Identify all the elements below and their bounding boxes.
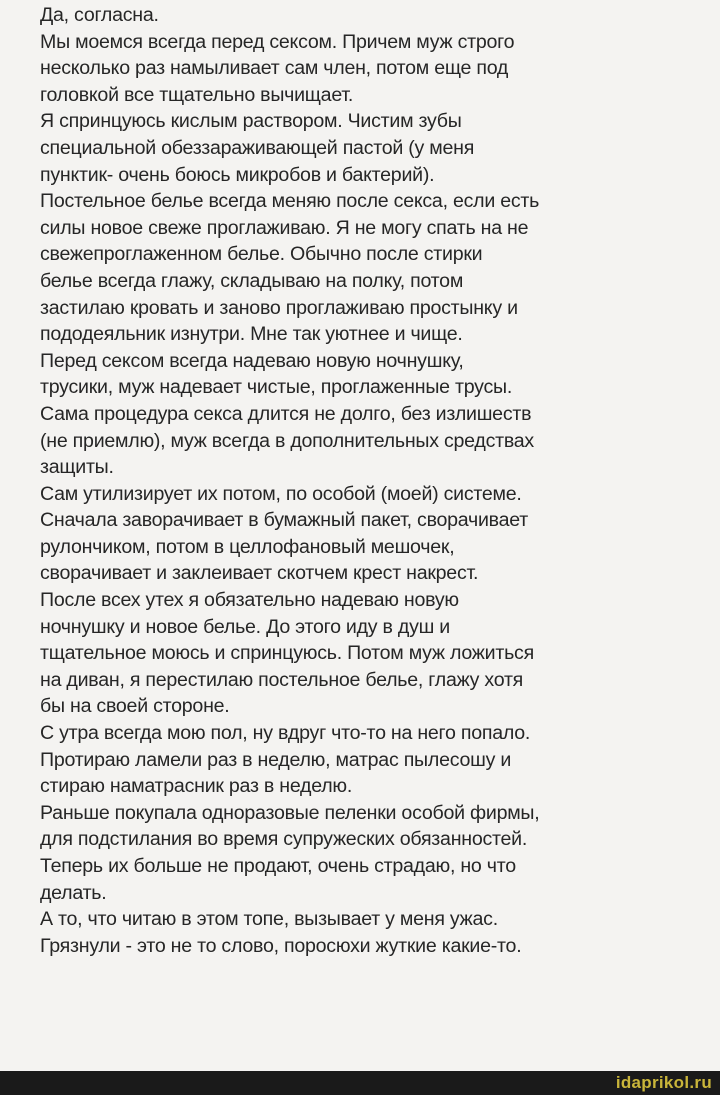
post-text-line: защиты. (40, 456, 114, 479)
post-text-line: А то, что читаю в этом топе, вызывает у меня ужас. (40, 908, 498, 931)
post-text-line: Я спринцуюсь кислым раствором. Чистим зубы (40, 110, 462, 133)
post-text-line: делать. (40, 881, 107, 904)
footer-bar (0, 1071, 720, 1095)
post-text-line: застилаю кровать и заново проглаживаю простынку и (40, 296, 518, 319)
post-text-line: пунктик- очень боюсь микробов и бактерий). (40, 163, 435, 186)
post-text-line: сворачивает и заклеивает скотчем крест накрест. (40, 562, 479, 585)
post-text-line: пододеяльник изнутри. Мне так уютнее и чище. (40, 323, 463, 346)
post-text-line: свежепроглаженном белье. Обычно после стирки (40, 243, 483, 266)
post-text (40, 2, 690, 959)
post-text-line: несколько раз намыливает сам член, потом еще под (40, 57, 509, 80)
post-text-line: Сам утилизирует их потом, по особой (моей) системе. (40, 482, 522, 505)
post-text-line: Раньше покупала одноразовые пеленки особой фирмы, (40, 801, 540, 824)
post-text-line: После всех утех я обязательно надеваю новую (40, 589, 459, 612)
post-text-line: белье всегда глажу, складываю на полку, потом (40, 269, 464, 292)
post-text-line: Теперь их больше не продают, очень страдаю, но что (40, 855, 516, 877)
post-text-line: Сама процедура секса длится не долго, без излишеств (40, 402, 532, 425)
post-text-line: на диван, я перестилаю постельное белье, глажу хотя (40, 668, 524, 691)
post-text-line: Перед сексом всегда надеваю новую ночнушку, (40, 349, 464, 372)
post-text-line: бы на своей стороне. (40, 695, 230, 718)
post-text-line: рулончиком, потом в целлофановый мешочек, (40, 535, 455, 558)
post-text-line: трусики, муж надевает чистые, проглаженные трусы. (40, 376, 513, 399)
post-text-line: стираю наматрасник раз в неделю. (40, 775, 353, 798)
post-text-line: тщательное моюсь и спринцуюсь. Потом муж ложиться (40, 642, 534, 665)
post-text-line: (не приемлю), муж всегда в дополнительных средствах (40, 429, 534, 452)
post-text-line: силы новое свеже проглаживаю. Я не могу спать на не (40, 216, 529, 239)
post-text-line: головкой все тщательно вычищает. (40, 83, 354, 106)
post-text-line: Да, согласна. (40, 4, 159, 26)
post-text-line: С утра всегда мою пол, ну вдруг что-то на него попало. (40, 722, 531, 745)
post-text-line: Грязнули - это не то слово, поросюхи жуткие какие-то. (40, 934, 522, 957)
post-text-line: Постельное белье всегда меняю после секса, если есть (40, 190, 540, 213)
site-watermark: idaprikol.ru (615, 1073, 712, 1092)
post-text-line: Протираю ламели раз в неделю, матрас пылесошу и (40, 748, 512, 771)
post-text-line: для подстилания во время супружеских обязанностей. (40, 828, 528, 851)
post-text-line: специальной обеззараживающей пастой (у меня (40, 136, 475, 159)
post-text-line: Сначала заворачивает в бумажный пакет, сворачивает (40, 509, 528, 532)
post-text-line: ночнушку и новое белье. До этого иду в душ и (40, 615, 450, 638)
post-text-line: Мы моемся всегда перед сексом. Причем муж строго (40, 30, 515, 53)
